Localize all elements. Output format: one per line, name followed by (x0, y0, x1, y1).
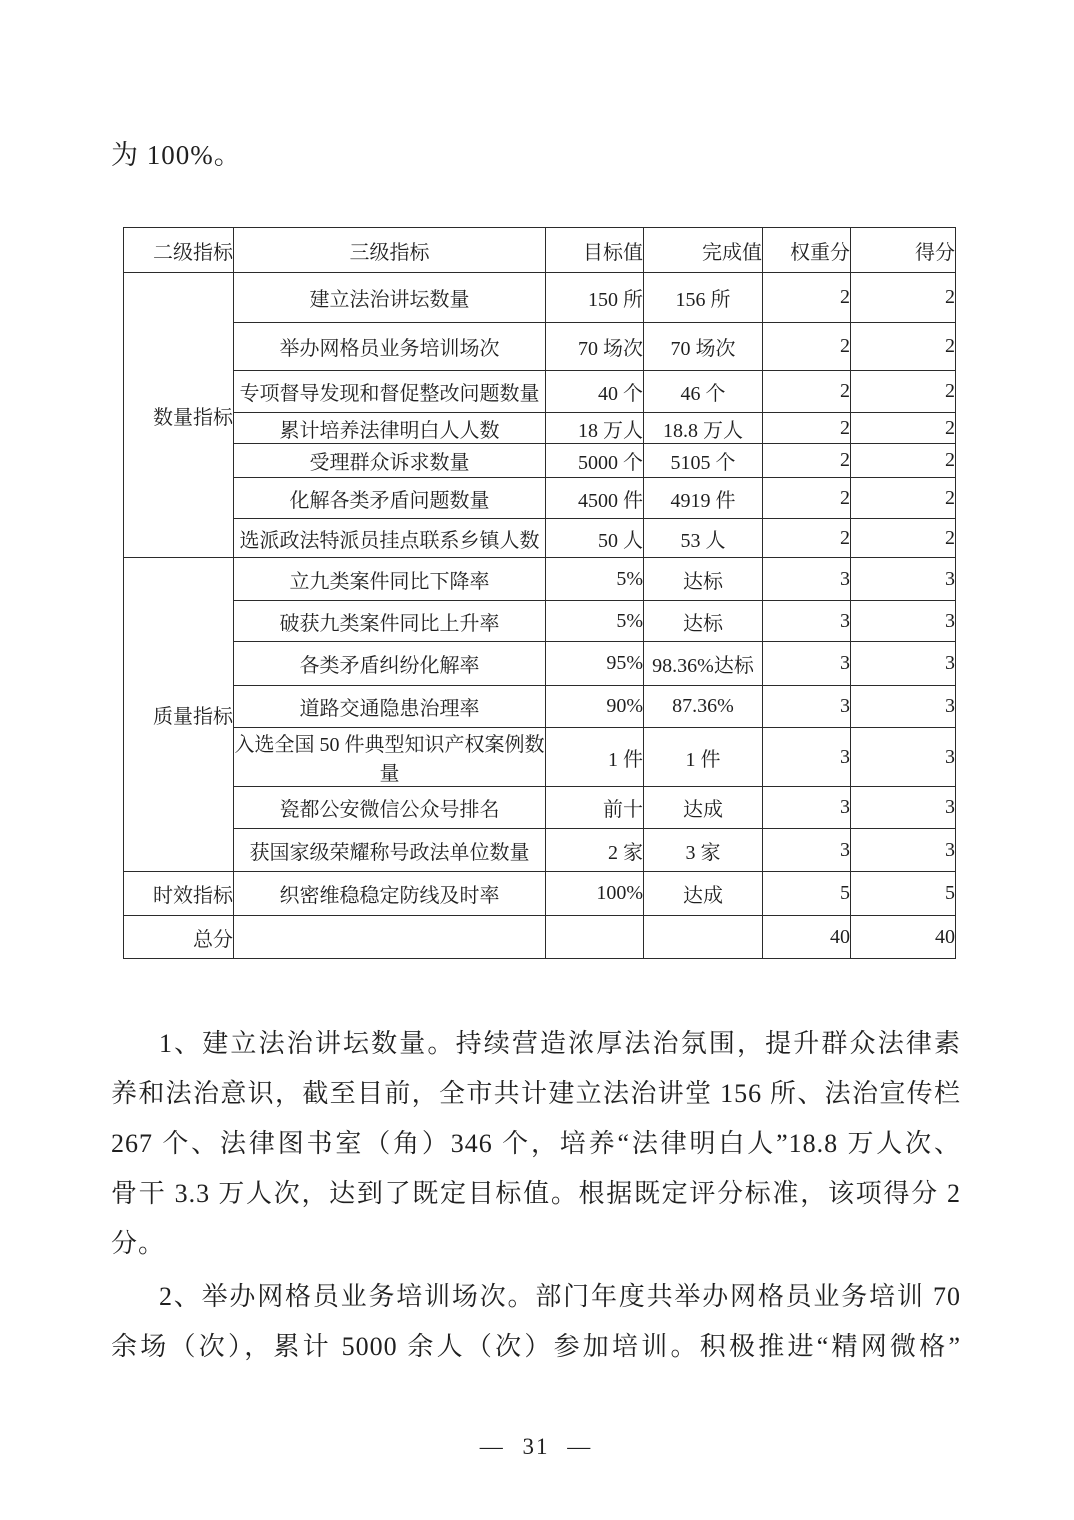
cell-total-weight: 40 (763, 916, 851, 959)
cell-weight: 3 (763, 686, 851, 728)
table-row (124, 558, 956, 601)
cell-score: 3 (851, 558, 956, 601)
cell-weight: 2 (763, 444, 851, 478)
cell-weight: 2 (763, 323, 851, 371)
header-target: 目标值 (546, 228, 644, 273)
cell-completed: 4919 件 (644, 478, 763, 519)
cell-weight: 2 (763, 413, 851, 444)
table-row (124, 519, 956, 558)
text-line: 骨干 3.3 万人次，达到了既定目标值。根据既定评分标准，该项得分 2 (111, 1179, 961, 1208)
cell-score: 2 (851, 478, 956, 519)
cell-weight: 2 (763, 371, 851, 413)
cell-completed: 5105 个 (644, 444, 763, 478)
cell-indicator: 瓷都公安微信公众号排名 (234, 787, 546, 829)
lead-text: 为 100%。 (111, 140, 242, 170)
text-line: 养和法治意识，截至目前，全市共计建立法治讲堂 156 所、法治宣传栏 (111, 1079, 961, 1108)
cell-target: 90% (546, 686, 644, 728)
cell-weight: 2 (763, 478, 851, 519)
cell-completed: 87.36% (644, 686, 763, 728)
cell-indicator: 举办网格员业务培训场次 (234, 323, 546, 371)
table-row-total (124, 916, 956, 959)
cell-score: 3 (851, 686, 956, 728)
body-text (111, 1019, 961, 1372)
indicator-table (123, 227, 956, 959)
text-line: 267 个、法律图书室（角）346 个，培养“法律明白人”18.8 万人次、 (111, 1129, 961, 1158)
cell-score: 3 (851, 642, 956, 686)
paragraph-1 (111, 1019, 961, 1269)
cell-indicator: 破获九类案件同比上升率 (234, 601, 546, 642)
cell-score: 2 (851, 413, 956, 444)
text-line: 分。 (111, 1229, 166, 1258)
cell-completed: 达成 (644, 872, 763, 916)
cell-target: 1 件 (546, 728, 644, 787)
cell-indicator-empty (234, 916, 546, 959)
page-number: — 31 — (479, 1434, 593, 1459)
header-score: 得分 (851, 228, 956, 273)
header-completed: 完成值 (644, 228, 763, 273)
table-row (124, 872, 956, 916)
cell-target: 100% (546, 872, 644, 916)
cell-weight: 3 (763, 558, 851, 601)
cell-target: 5000 个 (546, 444, 644, 478)
table-row (124, 371, 956, 413)
cell-completed-empty (644, 916, 763, 959)
text-line: 1、建立法治讲坛数量。持续营造浓厚法治氛围，提升群众法律素 (159, 1029, 961, 1058)
table-row (124, 601, 956, 642)
text-line: 2、举办网格员业务培训场次。部门年度共举办网格员业务培训 70 (159, 1282, 961, 1311)
cell-weight: 2 (763, 273, 851, 323)
cell-indicator: 立九类案件同比下降率 (234, 558, 546, 601)
cell-weight: 5 (763, 872, 851, 916)
cell-completed: 18.8 万人 (644, 413, 763, 444)
cell-completed: 98.36%达标 (644, 642, 763, 686)
cell-indicator: 化解各类矛盾问题数量 (234, 478, 546, 519)
cell-weight: 3 (763, 787, 851, 829)
text-line: 余场（次），累计 5000 余人（次）参加培训。积极推进“精网微格” (111, 1332, 961, 1361)
cell-score: 2 (851, 444, 956, 478)
table-row (124, 728, 956, 787)
cell-target: 150 所 (546, 273, 644, 323)
cell-target: 5% (546, 601, 644, 642)
cell-indicator: 累计培养法律明白人人数 (234, 413, 546, 444)
cell-indicator: 获国家级荣耀称号政法单位数量 (234, 829, 546, 872)
cell-total-score: 40 (851, 916, 956, 959)
cell-score: 2 (851, 519, 956, 558)
cell-weight: 3 (763, 728, 851, 787)
group-label-timeliness: 时效指标 (124, 872, 234, 916)
table-header-row (124, 228, 956, 273)
cell-target: 2 家 (546, 829, 644, 872)
table-row (124, 787, 956, 829)
cell-weight: 2 (763, 519, 851, 558)
cell-target: 18 万人 (546, 413, 644, 444)
cell-target: 95% (546, 642, 644, 686)
cell-score: 2 (851, 371, 956, 413)
cell-completed: 达成 (644, 787, 763, 829)
cell-score: 2 (851, 323, 956, 371)
header-level3: 三级指标 (234, 228, 546, 273)
cell-score: 5 (851, 872, 956, 916)
group-label-total: 总分 (124, 916, 234, 959)
cell-target: 4500 件 (546, 478, 644, 519)
cell-score: 3 (851, 829, 956, 872)
cell-weight: 3 (763, 601, 851, 642)
group-label-quality: 质量指标 (124, 558, 234, 872)
cell-completed: 1 件 (644, 728, 763, 787)
cell-indicator: 选派政法特派员挂点联系乡镇人数 (234, 519, 546, 558)
cell-target: 40 个 (546, 371, 644, 413)
cell-target: 5% (546, 558, 644, 601)
cell-completed: 达标 (644, 558, 763, 601)
table-row (124, 642, 956, 686)
cell-score: 3 (851, 601, 956, 642)
cell-target: 70 场次 (546, 323, 644, 371)
cell-indicator: 各类矛盾纠纷化解率 (234, 642, 546, 686)
table-row (124, 413, 956, 444)
table-row (124, 444, 956, 478)
cell-target: 50 人 (546, 519, 644, 558)
cell-completed: 46 个 (644, 371, 763, 413)
table-row (124, 829, 956, 872)
table-row (124, 323, 956, 371)
cell-indicator: 受理群众诉求数量 (234, 444, 546, 478)
cell-indicator: 建立法治讲坛数量 (234, 273, 546, 323)
cell-target: 前十 (546, 787, 644, 829)
group-label-quantity: 数量指标 (124, 273, 234, 558)
cell-completed: 70 场次 (644, 323, 763, 371)
cell-score: 2 (851, 273, 956, 323)
cell-target-empty (546, 916, 644, 959)
cell-weight: 3 (763, 642, 851, 686)
table-row (124, 273, 956, 323)
paragraph-2 (111, 1272, 961, 1372)
table-row (124, 478, 956, 519)
cell-score: 3 (851, 787, 956, 829)
header-weight: 权重分 (763, 228, 851, 273)
cell-completed: 3 家 (644, 829, 763, 872)
table-row (124, 686, 956, 728)
cell-completed: 达标 (644, 601, 763, 642)
header-level2: 二级指标 (124, 228, 234, 273)
cell-indicator: 入选全国 50 件典型知识产权案例数量 (234, 728, 546, 787)
cell-score: 3 (851, 728, 956, 787)
cell-indicator: 织密维稳稳定防线及时率 (234, 872, 546, 916)
cell-indicator: 道路交通隐患治理率 (234, 686, 546, 728)
cell-weight: 3 (763, 829, 851, 872)
cell-completed: 156 所 (644, 273, 763, 323)
cell-completed: 53 人 (644, 519, 763, 558)
cell-indicator: 专项督导发现和督促整改问题数量 (234, 371, 546, 413)
